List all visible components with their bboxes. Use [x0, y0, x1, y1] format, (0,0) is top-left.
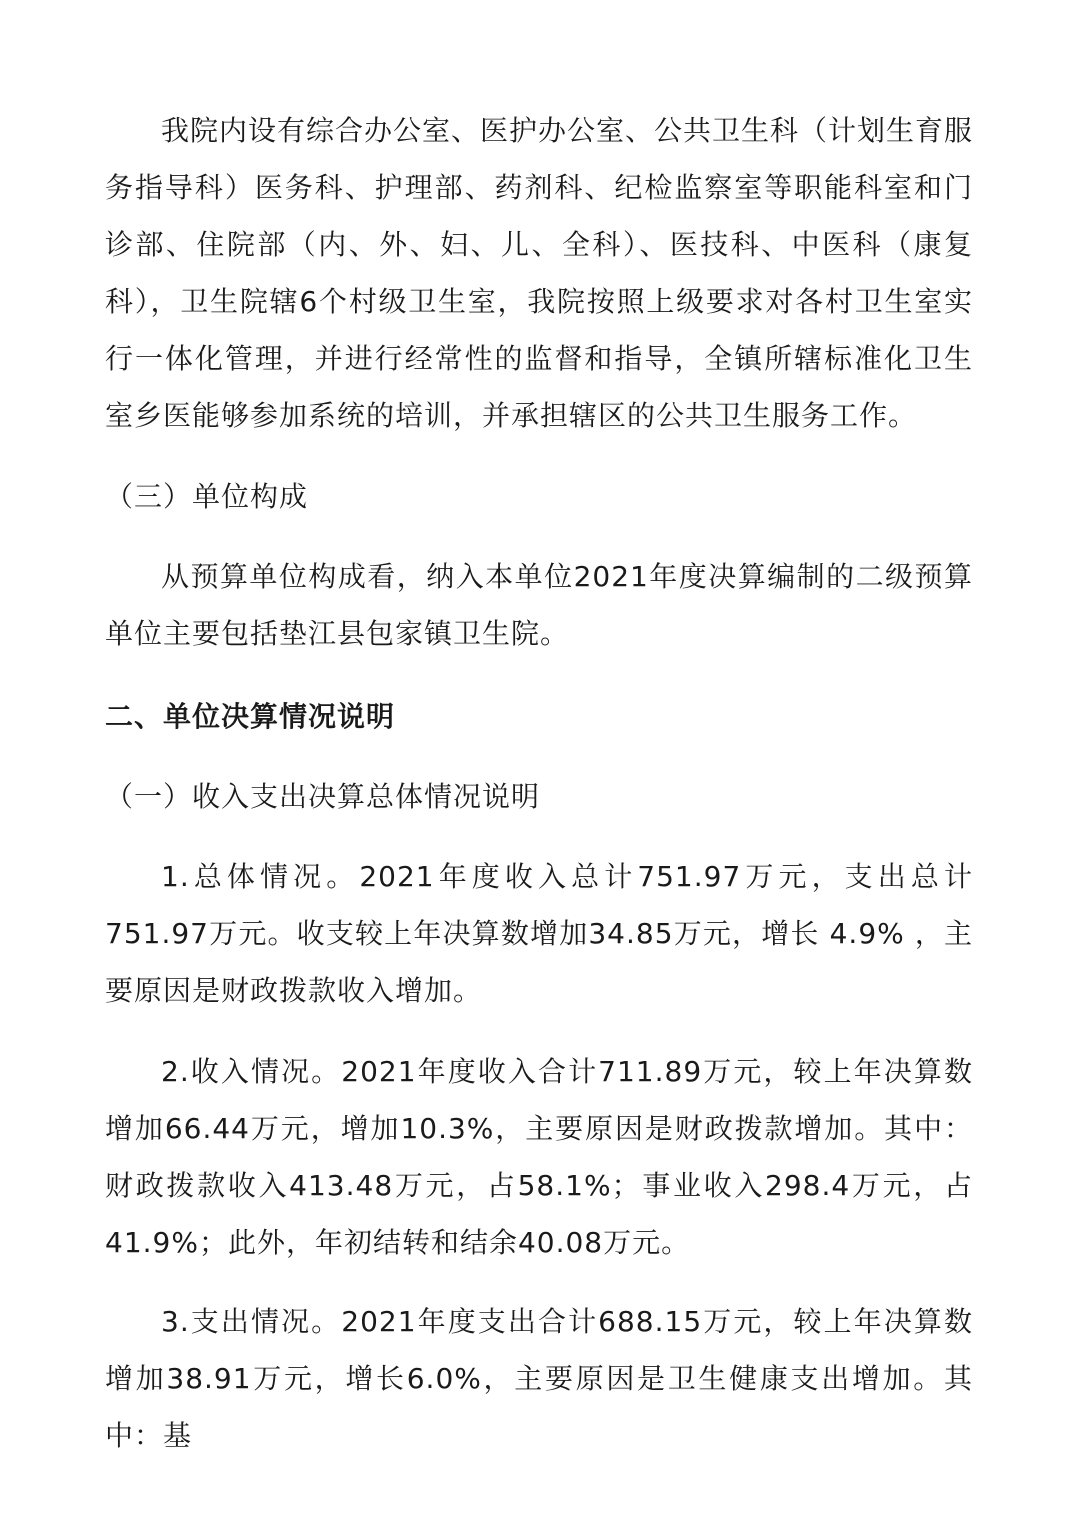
- paragraph-income-situation: 2.收入情况。2021年度收入合计711.89万元，较上年决算数增加66.44万元，增加10.3%，主要原因是财政拨款增加。其中：财政拨款收入413.48万元，占58.1%；事业收入298.4万元，占41.9%；此外，年初结转和结余40.08万元。: [105, 1055, 973, 1259]
- paragraph-overall-situation: 1.总体情况。2021年度收入总计751.97万元，支出总计751.97万元。收支较上年决算数增加34.85万元，增长 4.9% ，主要原因是财政拨款收入增加。: [105, 860, 973, 1007]
- heading-income-expense-overview: （一）收入支出决算总体情况说明: [105, 780, 541, 813]
- heading-section-two: 二、单位决算情况说明: [105, 700, 396, 733]
- paragraph-expense-situation: 3.支出情况。2021年度支出合计688.15万元，较上年决算数增加38.91万元，增长6.0%，主要原因是卫生健康支出增加。其中：基: [105, 1305, 973, 1452]
- heading-unit-composition: （三）单位构成: [105, 480, 309, 513]
- paragraph-unit-composition: 从预算单位构成看，纳入本单位2021年度决算编制的二级预算单位主要包括垫江县包家镇卫生院。: [105, 560, 973, 650]
- paragraph-departments: 我院内设有综合办公室、医护办公室、公共卫生科（计划生育服务指导科）医务科、护理部、药剂科、纪检监察室等职能科室和门诊部、住院部（内、外、妇、儿、全科）、医技科、中医科（康复科），卫生院辖6个村级卫生室，我院按照上级要求对各村卫生室实行一体化管理，并进行经常性的监督和指导，全镇所辖标准化卫生室乡医能够参加系统的培训，并承担辖区的公共卫生服务工作。: [105, 114, 974, 432]
